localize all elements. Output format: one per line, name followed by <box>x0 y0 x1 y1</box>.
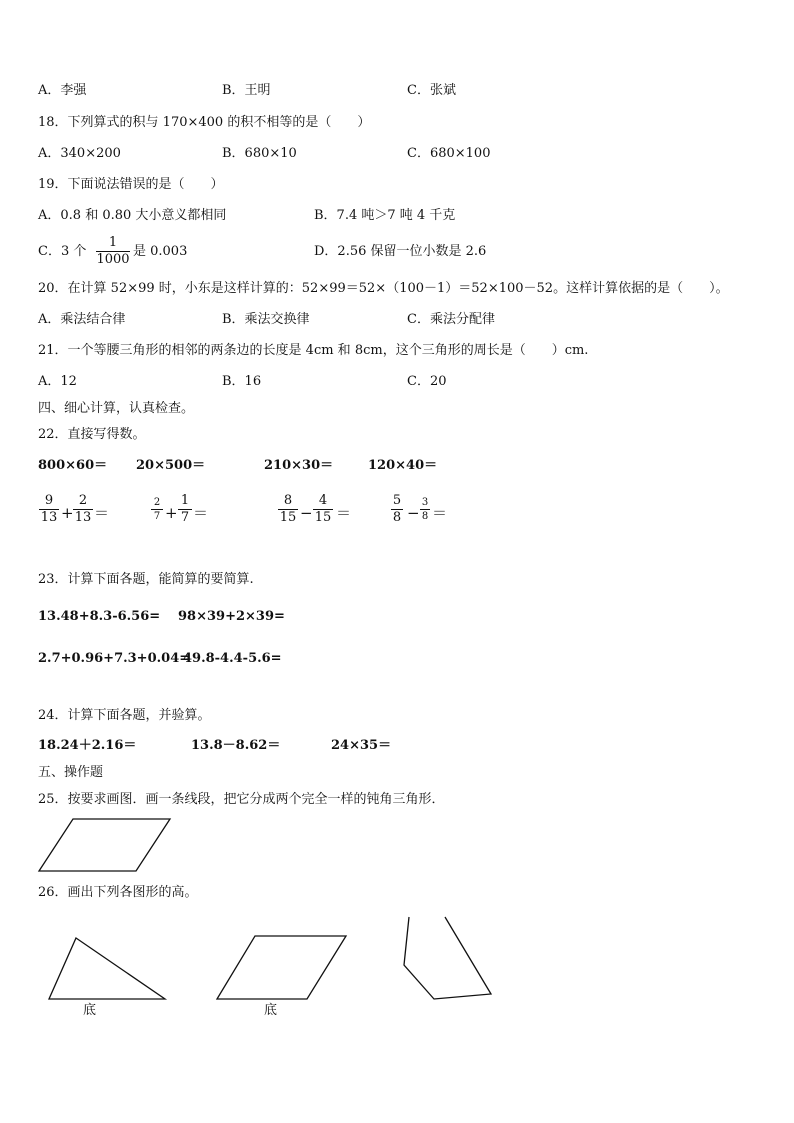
q17-option-c: C．张斌 <box>407 83 456 98</box>
q19-option-d: D．2.56 保留一位小数是 2.6 <box>314 244 487 259</box>
fraction-denominator: 8 <box>392 510 402 525</box>
q22-item-4: 120×40＝ <box>368 458 438 473</box>
q24-item-2: 13.8－8.62＝ <box>191 738 281 753</box>
q21-option-a: A．12 <box>38 374 77 389</box>
q18-option-b: B．680×10 <box>222 146 297 161</box>
q22-frac1-equals: ＝ <box>94 504 110 522</box>
q22-frac3-equals: ＝ <box>336 504 352 522</box>
q26-triangle-base-label: 底 <box>83 1003 97 1018</box>
fraction-numerator: 8 <box>283 493 293 508</box>
q22-item-2: 20×500＝ <box>136 458 206 473</box>
q24-item-3: 24×35＝ <box>331 738 392 753</box>
section-5-heading: 五、操作题 <box>38 765 104 780</box>
q18-option-a: A．340×200 <box>38 146 121 161</box>
q20-option-c: C．乘法分配律 <box>407 312 495 327</box>
fraction-denominator: 13 <box>40 510 58 525</box>
q22-frac4-operator: − <box>407 504 420 522</box>
fraction-numerator: 1 <box>108 235 118 250</box>
q19-option-a: A．0.8 和 0.80 大小意义都相同 <box>38 208 227 223</box>
q26-trapezoid <box>404 917 491 999</box>
fraction-denominator: 8 <box>421 511 429 522</box>
q26-triangle <box>49 938 165 999</box>
q22-frac3-operator: − <box>300 504 313 522</box>
fraction-numerator: 9 <box>44 493 54 508</box>
q23-item-2: 98×39+2×39= <box>178 609 285 624</box>
q25-stem: 25．按要求画图．画一条线段，把它分成两个完全一样的钝角三角形． <box>38 792 445 807</box>
q22-frac4-equals: ＝ <box>432 504 448 522</box>
q24-item-1: 18.24＋2.16＝ <box>38 738 137 753</box>
q22-frac2-operator: + <box>165 504 178 522</box>
q23-stem: 23．计算下面各题，能简算的要简算. <box>38 572 254 587</box>
section-4-heading: 四、细心计算，认真检查。 <box>38 401 195 416</box>
q19-option-c-suffix: 是 0.003 <box>133 244 188 259</box>
fraction-numerator: 4 <box>318 493 328 508</box>
q26-stem: 26．画出下列各图形的高。 <box>38 885 198 900</box>
q17-option-a: A．李强 <box>38 83 87 98</box>
q23-item-4: 49.8-4.4-5.6= <box>183 651 282 666</box>
q23-item-1: 13.48+8.3-6.56= <box>38 609 161 624</box>
fraction-denominator: 7 <box>180 510 190 525</box>
fraction-denominator: 7 <box>153 511 161 522</box>
q22-frac1-operator: + <box>61 504 74 522</box>
fraction-numerator: 5 <box>392 493 402 508</box>
fraction-numerator: 3 <box>421 497 429 508</box>
q22-frac2-equals: ＝ <box>193 504 209 522</box>
q17-option-b: B．王明 <box>222 83 271 98</box>
q22-stem: 22．直接写得数。 <box>38 427 146 442</box>
q20-option-b: B．乘法交换律 <box>222 312 310 327</box>
q21-option-c: C．20 <box>407 374 447 389</box>
q19-stem: 19．下面说法错误的是（ ） <box>38 177 224 192</box>
fraction-denominator: 1000 <box>96 252 130 267</box>
fraction-denominator: 15 <box>314 510 332 525</box>
q19-option-b: B．7.4 吨＞7 吨 4 千克 <box>314 208 456 223</box>
q19-option-c-prefix: C．3 个 <box>38 244 87 259</box>
q22-item-1: 800×60＝ <box>38 458 108 473</box>
q18-stem: 18．下列算式的积与 170×400 的积不相等的是（ ） <box>38 115 371 130</box>
q21-option-b: B．16 <box>222 374 262 389</box>
q20-option-a: A．乘法结合律 <box>38 312 126 327</box>
q24-stem: 24．计算下面各题，并验算。 <box>38 708 211 723</box>
fraction-numerator: 2 <box>78 493 88 508</box>
fraction-numerator: 2 <box>153 497 161 508</box>
q26-parallelogram <box>217 936 346 999</box>
q21-stem: 21．一个等腰三角形的相邻的两条边的长度是 4cm 和 8cm，这个三角形的周长是（ ）cm. <box>38 343 589 358</box>
q23-item-3: 2.7+0.96+7.3+0.04= <box>38 651 191 666</box>
fraction-denominator: 15 <box>279 510 297 525</box>
q18-option-c: C．680×100 <box>407 146 491 161</box>
q22-item-3: 210×30＝ <box>264 458 334 473</box>
fraction-numerator: 1 <box>180 493 190 508</box>
q26-parallelogram-base-label: 底 <box>264 1003 278 1018</box>
fraction-denominator: 13 <box>74 510 92 525</box>
q20-stem: 20．在计算 52×99 时，小东是这样计算的：52×99＝52×（100－1）＝52×100－52。这样计算依据的是（ ）。 <box>38 281 729 296</box>
